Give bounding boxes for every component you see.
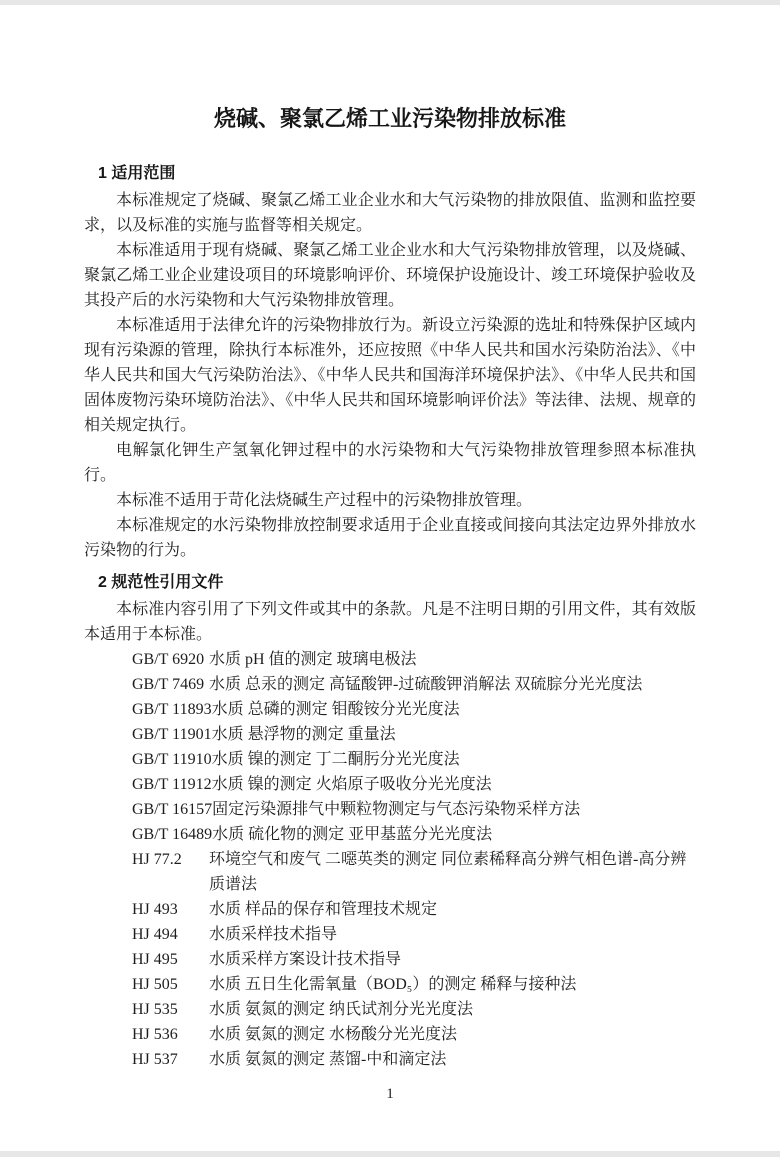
reference-item — [132, 1047, 696, 1072]
reference-title: 水质 氨氮的测定 水杨酸分光光度法 — [209, 1026, 458, 1043]
document-title: 烧碱、聚氯乙烯工业污染物排放标准 — [213, 106, 566, 131]
page-content — [0, 103, 780, 1104]
reference-title: 水质 悬浮物的测定 重量法 — [211, 726, 396, 743]
reference-code: GB/T 11910 — [132, 751, 212, 768]
reference-code: GB/T 7469 — [132, 676, 205, 693]
reference-item — [132, 722, 696, 747]
reference-code: HJ 505 — [132, 976, 178, 993]
paragraph: 本标准规定的水污染物排放控制要求适用于企业直接或间接向其法定边界外排放水污染物的行为。 — [84, 517, 696, 559]
section-heading-1: 1 适用范围 — [98, 165, 176, 182]
reference-code: GB/T 6920 — [132, 651, 205, 668]
reference-title: 水质 镍的测定 丁二酮肟分光光度法 — [211, 751, 460, 768]
paragraph: 本标准规定了烧碱、聚氯乙烯工业企业水和大气污染物的排放限值、监测和监控要求，以及标准的实施与监督等相关规定。 — [84, 192, 696, 234]
reference-title: 水质采样技术指导 — [209, 926, 338, 943]
reference-title: 水质 氨氮的测定 纳氏试剂分光光度法 — [209, 1001, 474, 1018]
reference-code: GB/T 16157 — [132, 801, 213, 818]
reference-title: 水质 五日生化需氧量（BOD₅）的测定 稀释与接种法 — [209, 976, 577, 993]
reference-item — [132, 897, 696, 922]
reference-item — [132, 972, 696, 997]
reference-title: 水质 总汞的测定 高锰酸钾-过硫酸钾消解法 双硫腙分光光度法 — [209, 676, 643, 693]
paragraph: 本标准适用于现有烧碱、聚氯乙烯工业企业水和大气污染物排放管理，以及烧碱、聚氯乙烯工业企业建设项目的环境影响评价、环境保护设施设计、竣工环境保护验收及其投产后的水污染物和大气污染物排放管理。 — [84, 242, 696, 309]
page-number: 1 — [386, 1086, 394, 1102]
reference-item — [132, 1022, 696, 1047]
reference-code: GB/T 16489 — [132, 826, 213, 843]
reference-title: 水质 氨氮的测定 蒸馏-中和滴定法 — [209, 1051, 447, 1068]
paragraph: 本标准适用于法律允许的污染物排放行为。新设立污染源的选址和特殊保护区域内现有污染源的管理，除执行本标准外，还应按照《中华人民共和国水污染防治法》、《中华人民共和国大气污染防治法》、《中华人民共和国海洋环境保护法》、《中华人民共和国固体废物污染环境防治法》、《中华人民共和国环境影响评价法》等法律、法规、规章的相关规定执行。 — [84, 317, 696, 434]
reference-code: HJ 536 — [132, 1026, 178, 1043]
reference-code: HJ 537 — [132, 1051, 178, 1068]
page-edge-top — [0, 0, 780, 5]
reference-code: GB/T 11893 — [132, 701, 212, 718]
reference-item — [132, 647, 696, 672]
reference-item — [132, 747, 696, 772]
reference-code: GB/T 11912 — [132, 776, 212, 793]
reference-title: 环境空气和废气 二噁英类的测定 同位素稀释高分辨气相色谱-高分辨质谱法 — [209, 851, 687, 893]
reference-item — [132, 922, 696, 947]
reference-title: 水质采样方案设计技术指导 — [209, 951, 402, 968]
reference-code: HJ 77.2 — [132, 851, 182, 868]
reference-list — [132, 647, 696, 1072]
reference-item — [132, 822, 696, 847]
reference-item — [132, 697, 696, 722]
reference-title: 水质 总磷的测定 钼酸铵分光光度法 — [211, 701, 460, 718]
reference-title: 水质 硫化物的测定 亚甲基蓝分光光度法 — [212, 826, 493, 843]
reference-code: HJ 535 — [132, 1001, 178, 1018]
reference-title: 固定污染源排气中颗粒物测定与气态污染物采样方法 — [212, 801, 581, 818]
reference-item — [132, 947, 696, 972]
section-intro: 本标准内容引用了下列文件或其中的条款。凡是不注明日期的引用文件，其有效版本适用于本标准。 — [84, 601, 696, 643]
reference-item — [132, 847, 696, 897]
paragraph: 本标准不适用于苛化法烧碱生产过程中的污染物排放管理。 — [116, 492, 533, 509]
paragraph: 电解氯化钾生产氢氧化钾过程中的水污染物和大气污染物排放管理参照本标准执行。 — [84, 442, 696, 484]
reference-code: HJ 495 — [132, 951, 178, 968]
reference-item — [132, 797, 696, 822]
reference-title: 水质 pH 值的测定 玻璃电极法 — [209, 651, 417, 668]
reference-title: 水质 样品的保存和管理技术规定 — [209, 901, 438, 918]
page-edge-bottom — [0, 1151, 780, 1157]
reference-code: HJ 494 — [132, 926, 178, 943]
reference-item — [132, 672, 696, 697]
reference-title: 水质 镍的测定 火焰原子吸收分光光度法 — [211, 776, 492, 793]
section-heading-2: 2 规范性引用文件 — [98, 574, 224, 591]
reference-item — [132, 997, 696, 1022]
reference-item — [132, 772, 696, 797]
reference-code: HJ 493 — [132, 901, 178, 918]
reference-code: GB/T 11901 — [132, 726, 212, 743]
